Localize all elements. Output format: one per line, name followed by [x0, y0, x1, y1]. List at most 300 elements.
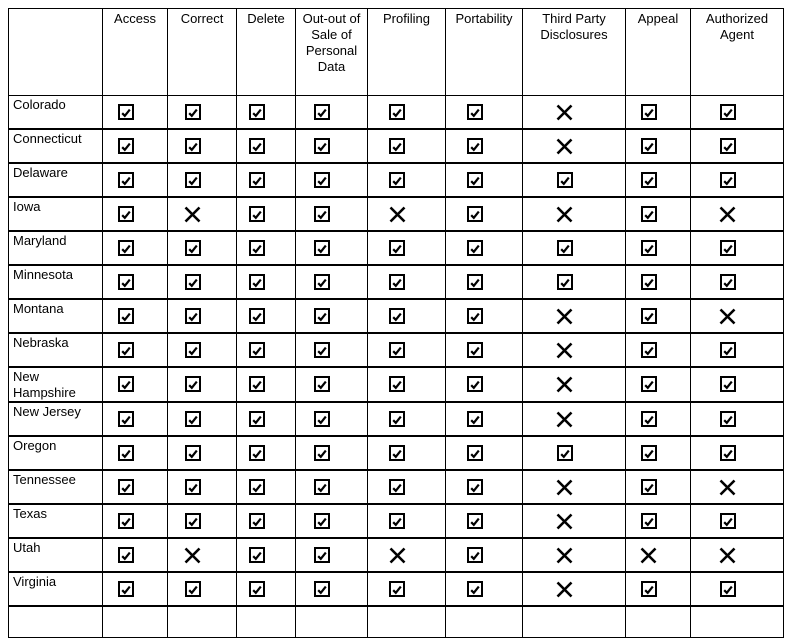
mark-cell-portability [446, 470, 523, 504]
mark-cell-third-party-disclosures [523, 470, 626, 504]
mark-cell-authorized-agent [691, 129, 784, 163]
column-header-access: Access [103, 9, 168, 96]
mark-cell-profiling [368, 231, 446, 265]
x-mark-icon[interactable] [718, 478, 737, 497]
mark-cell-third-party-disclosures [523, 538, 626, 572]
mark-cell-authorized-agent [691, 333, 784, 367]
checkbox-checked-icon[interactable] [118, 581, 134, 597]
mark-cell-third-party-disclosures [523, 367, 626, 402]
checkbox-checked-icon[interactable] [641, 445, 657, 461]
checkbox-checked-icon[interactable] [467, 206, 483, 222]
mark-cell-appeal [626, 333, 691, 367]
table-row-montana [9, 299, 784, 333]
checkbox-checked-icon[interactable] [249, 308, 265, 324]
checkbox-checked-icon[interactable] [467, 445, 483, 461]
mark-cell-delete [237, 504, 296, 538]
mark-cell-delete [237, 402, 296, 436]
empty-cell [9, 606, 103, 638]
checkbox-checked-icon[interactable] [249, 104, 265, 120]
mark-cell-access [103, 436, 168, 470]
checkbox-checked-icon[interactable] [467, 547, 483, 563]
mark-cell-third-party-disclosures [523, 504, 626, 538]
checkbox-checked-icon[interactable] [118, 342, 134, 358]
mark-cell-correct [168, 367, 237, 402]
state-name-cell: New Jersey [9, 402, 103, 436]
mark-cell-correct [168, 538, 237, 572]
mark-cell-appeal [626, 231, 691, 265]
checkbox-checked-icon[interactable] [389, 342, 405, 358]
checkbox-checked-icon[interactable] [314, 376, 330, 392]
mark-cell-portability [446, 129, 523, 163]
state-name-cell: Tennessee [9, 470, 103, 504]
column-header-appeal: Appeal [626, 9, 691, 96]
checkbox-checked-icon[interactable] [641, 581, 657, 597]
checkbox-checked-icon[interactable] [641, 138, 657, 154]
state-name-cell: Nebraska [9, 333, 103, 367]
mark-cell-appeal [626, 436, 691, 470]
mark-cell-portability [446, 265, 523, 299]
mark-cell-correct [168, 333, 237, 367]
state-name-cell: Texas [9, 504, 103, 538]
checkbox-checked-icon[interactable] [641, 479, 657, 495]
mark-cell-delete [237, 129, 296, 163]
checkbox-checked-icon[interactable] [118, 411, 134, 427]
mark-cell-appeal [626, 367, 691, 402]
mark-cell-access [103, 538, 168, 572]
mark-cell-appeal [626, 572, 691, 606]
x-mark-icon[interactable] [388, 205, 407, 224]
mark-cell-authorized-agent [691, 96, 784, 130]
mark-cell-authorized-agent [691, 265, 784, 299]
mark-cell-delete [237, 231, 296, 265]
checkbox-checked-icon[interactable] [389, 308, 405, 324]
mark-cell-authorized-agent [691, 197, 784, 231]
checkbox-checked-icon[interactable] [389, 274, 405, 290]
checkbox-checked-icon[interactable] [720, 138, 736, 154]
checkbox-checked-icon[interactable] [118, 376, 134, 392]
table-body [9, 96, 784, 638]
checkbox-checked-icon[interactable] [249, 581, 265, 597]
mark-cell-third-party-disclosures [523, 265, 626, 299]
column-header-delete: Delete [237, 9, 296, 96]
checkbox-checked-icon[interactable] [467, 376, 483, 392]
table-row-connecticut [9, 129, 784, 163]
state-name-cell: Utah [9, 538, 103, 572]
mark-cell-access [103, 96, 168, 130]
x-mark-icon[interactable] [555, 478, 574, 497]
checkbox-checked-icon[interactable] [641, 274, 657, 290]
checkbox-checked-icon[interactable] [641, 172, 657, 188]
mark-cell-authorized-agent [691, 538, 784, 572]
mark-cell-correct [168, 129, 237, 163]
checkbox-checked-icon[interactable] [720, 445, 736, 461]
mark-cell-authorized-agent [691, 163, 784, 197]
mark-cell-out-out-of-sale-of-personal-data [296, 470, 368, 504]
checkbox-checked-icon[interactable] [185, 479, 201, 495]
x-mark-icon[interactable] [388, 546, 407, 565]
column-header-third-party-disclosures: Third Party Disclosures [523, 9, 626, 96]
mark-cell-third-party-disclosures [523, 197, 626, 231]
column-header-state [9, 9, 103, 96]
checkbox-checked-icon[interactable] [641, 342, 657, 358]
checkbox-checked-icon[interactable] [389, 172, 405, 188]
mark-cell-out-out-of-sale-of-personal-data [296, 504, 368, 538]
x-mark-icon[interactable] [555, 341, 574, 360]
state-name-cell: Oregon [9, 436, 103, 470]
checkbox-checked-icon[interactable] [720, 172, 736, 188]
x-mark-icon[interactable] [555, 410, 574, 429]
mark-cell-profiling [368, 504, 446, 538]
checkbox-checked-icon[interactable] [185, 138, 201, 154]
checkbox-checked-icon[interactable] [389, 138, 405, 154]
table-row-minnesota [9, 265, 784, 299]
checkbox-checked-icon[interactable] [467, 411, 483, 427]
empty-cell [523, 606, 626, 638]
mark-cell-delete [237, 572, 296, 606]
checkbox-checked-icon[interactable] [249, 376, 265, 392]
empty-cell [296, 606, 368, 638]
checkbox-checked-icon[interactable] [249, 274, 265, 290]
state-name-cell: Virginia [9, 572, 103, 606]
checkbox-checked-icon[interactable] [118, 138, 134, 154]
mark-cell-correct [168, 197, 237, 231]
checkbox-checked-icon[interactable] [467, 479, 483, 495]
checkbox-checked-icon[interactable] [389, 479, 405, 495]
checkbox-checked-icon[interactable] [314, 513, 330, 529]
state-name-cell: Maryland [9, 231, 103, 265]
mark-cell-out-out-of-sale-of-personal-data [296, 572, 368, 606]
checkbox-checked-icon[interactable] [641, 206, 657, 222]
mark-cell-out-out-of-sale-of-personal-data [296, 265, 368, 299]
checkbox-checked-icon[interactable] [185, 342, 201, 358]
checkbox-checked-icon[interactable] [185, 376, 201, 392]
mark-cell-delete [237, 265, 296, 299]
mark-cell-correct [168, 231, 237, 265]
mark-cell-appeal [626, 163, 691, 197]
mark-cell-out-out-of-sale-of-personal-data [296, 129, 368, 163]
x-mark-icon[interactable] [183, 205, 202, 224]
checkbox-checked-icon[interactable] [389, 104, 405, 120]
mark-cell-profiling [368, 163, 446, 197]
state-name-cell: Montana [9, 299, 103, 333]
checkbox-checked-icon[interactable] [467, 240, 483, 256]
x-mark-icon[interactable] [555, 307, 574, 326]
checkbox-checked-icon[interactable] [389, 581, 405, 597]
mark-cell-access [103, 504, 168, 538]
x-mark-icon[interactable] [555, 512, 574, 531]
mark-cell-out-out-of-sale-of-personal-data [296, 538, 368, 572]
checkbox-checked-icon[interactable] [641, 308, 657, 324]
checkbox-checked-icon[interactable] [118, 104, 134, 120]
checkbox-checked-icon[interactable] [118, 240, 134, 256]
checkbox-checked-icon[interactable] [389, 513, 405, 529]
mark-cell-delete [237, 163, 296, 197]
table-row-iowa [9, 197, 784, 231]
x-mark-icon[interactable] [555, 580, 574, 599]
checkbox-checked-icon[interactable] [467, 308, 483, 324]
mark-cell-correct [168, 402, 237, 436]
mark-cell-correct [168, 470, 237, 504]
mark-cell-third-party-disclosures [523, 129, 626, 163]
checkbox-checked-icon[interactable] [467, 342, 483, 358]
empty-cell [103, 606, 168, 638]
checkbox-checked-icon[interactable] [118, 172, 134, 188]
column-header-correct: Correct [168, 9, 237, 96]
table-row-nebraska [9, 333, 784, 367]
mark-cell-profiling [368, 129, 446, 163]
checkbox-checked-icon[interactable] [641, 104, 657, 120]
table-row-maryland [9, 231, 784, 265]
checkbox-checked-icon[interactable] [641, 376, 657, 392]
mark-cell-appeal [626, 265, 691, 299]
checkbox-checked-icon[interactable] [557, 172, 573, 188]
mark-cell-portability [446, 436, 523, 470]
mark-cell-delete [237, 197, 296, 231]
checkbox-checked-icon[interactable] [314, 445, 330, 461]
mark-cell-access [103, 367, 168, 402]
mark-cell-correct [168, 265, 237, 299]
mark-cell-out-out-of-sale-of-personal-data [296, 367, 368, 402]
table-row-new-jersey [9, 402, 784, 436]
empty-cell [237, 606, 296, 638]
checkbox-checked-icon[interactable] [720, 581, 736, 597]
table-row-empty-partial [9, 606, 784, 638]
checkbox-checked-icon[interactable] [249, 172, 265, 188]
checkbox-checked-icon[interactable] [314, 138, 330, 154]
checkbox-checked-icon[interactable] [249, 411, 265, 427]
checkbox-checked-icon[interactable] [389, 445, 405, 461]
checkbox-checked-icon[interactable] [118, 274, 134, 290]
mark-cell-delete [237, 436, 296, 470]
checkbox-checked-icon[interactable] [249, 513, 265, 529]
checkbox-checked-icon[interactable] [389, 411, 405, 427]
checkbox-checked-icon[interactable] [720, 104, 736, 120]
checkbox-checked-icon[interactable] [389, 240, 405, 256]
checkbox-checked-icon[interactable] [185, 581, 201, 597]
state-name-cell: Delaware [9, 163, 103, 197]
empty-cell [446, 606, 523, 638]
x-mark-icon[interactable] [555, 137, 574, 156]
checkbox-checked-icon[interactable] [720, 411, 736, 427]
mark-cell-appeal [626, 299, 691, 333]
checkbox-checked-icon[interactable] [314, 206, 330, 222]
x-mark-icon[interactable] [718, 546, 737, 565]
column-header-authorized-agent: Authorized Agent [691, 9, 784, 96]
checkbox-checked-icon[interactable] [467, 138, 483, 154]
mark-cell-out-out-of-sale-of-personal-data [296, 96, 368, 130]
mark-cell-out-out-of-sale-of-personal-data [296, 299, 368, 333]
checkbox-checked-icon[interactable] [557, 445, 573, 461]
mark-cell-delete [237, 367, 296, 402]
checkbox-checked-icon[interactable] [118, 547, 134, 563]
state-name-cell: Minnesota [9, 265, 103, 299]
mark-cell-out-out-of-sale-of-personal-data [296, 231, 368, 265]
checkbox-checked-icon[interactable] [185, 274, 201, 290]
column-header-portability: Portability [446, 9, 523, 96]
checkbox-checked-icon[interactable] [185, 104, 201, 120]
mark-cell-portability [446, 504, 523, 538]
table-row-delaware [9, 163, 784, 197]
mark-cell-profiling [368, 538, 446, 572]
mark-cell-portability [446, 367, 523, 402]
mark-cell-authorized-agent [691, 402, 784, 436]
mark-cell-portability [446, 299, 523, 333]
checkbox-checked-icon[interactable] [389, 376, 405, 392]
state-privacy-rights-table [8, 8, 784, 638]
empty-cell [368, 606, 446, 638]
mark-cell-correct [168, 299, 237, 333]
checkbox-checked-icon[interactable] [467, 274, 483, 290]
checkbox-checked-icon[interactable] [314, 104, 330, 120]
mark-cell-authorized-agent [691, 299, 784, 333]
checkbox-checked-icon[interactable] [118, 206, 134, 222]
checkbox-checked-icon[interactable] [118, 513, 134, 529]
mark-cell-third-party-disclosures [523, 163, 626, 197]
mark-cell-portability [446, 402, 523, 436]
checkbox-checked-icon[interactable] [249, 547, 265, 563]
mark-cell-profiling [368, 197, 446, 231]
checkbox-checked-icon[interactable] [185, 513, 201, 529]
x-mark-icon[interactable] [718, 205, 737, 224]
mark-cell-authorized-agent [691, 504, 784, 538]
mark-cell-correct [168, 504, 237, 538]
checkbox-checked-icon[interactable] [118, 445, 134, 461]
mark-cell-profiling [368, 265, 446, 299]
checkbox-checked-icon[interactable] [641, 240, 657, 256]
checkbox-checked-icon[interactable] [720, 513, 736, 529]
checkbox-checked-icon[interactable] [314, 479, 330, 495]
checkbox-checked-icon[interactable] [720, 240, 736, 256]
mark-cell-out-out-of-sale-of-personal-data [296, 163, 368, 197]
checkbox-checked-icon[interactable] [249, 479, 265, 495]
checkbox-checked-icon[interactable] [720, 376, 736, 392]
mark-cell-profiling [368, 470, 446, 504]
empty-cell [626, 606, 691, 638]
checkbox-checked-icon[interactable] [249, 342, 265, 358]
checkbox-checked-icon[interactable] [314, 308, 330, 324]
checkbox-checked-icon[interactable] [249, 240, 265, 256]
column-header-profiling: Profiling [368, 9, 446, 96]
mark-cell-out-out-of-sale-of-personal-data [296, 402, 368, 436]
checkbox-checked-icon[interactable] [249, 206, 265, 222]
table-row-colorado [9, 96, 784, 130]
mark-cell-out-out-of-sale-of-personal-data [296, 197, 368, 231]
checkbox-checked-icon[interactable] [249, 138, 265, 154]
checkbox-checked-icon[interactable] [641, 411, 657, 427]
mark-cell-profiling [368, 333, 446, 367]
mark-cell-appeal [626, 197, 691, 231]
checkbox-checked-icon[interactable] [185, 240, 201, 256]
x-mark-icon[interactable] [718, 307, 737, 326]
mark-cell-delete [237, 333, 296, 367]
mark-cell-access [103, 299, 168, 333]
mark-cell-access [103, 265, 168, 299]
checkbox-checked-icon[interactable] [185, 445, 201, 461]
mark-cell-third-party-disclosures [523, 436, 626, 470]
mark-cell-profiling [368, 96, 446, 130]
mark-cell-portability [446, 96, 523, 130]
checkbox-checked-icon[interactable] [185, 308, 201, 324]
state-name-cell: Iowa [9, 197, 103, 231]
state-name-cell: New Hampshire [9, 367, 103, 402]
checkbox-checked-icon[interactable] [314, 240, 330, 256]
checkbox-checked-icon[interactable] [314, 342, 330, 358]
state-name-cell: Connecticut [9, 129, 103, 163]
mark-cell-portability [446, 333, 523, 367]
state-name-cell: Colorado [9, 96, 103, 130]
mark-cell-portability [446, 163, 523, 197]
empty-cell [691, 606, 784, 638]
mark-cell-appeal [626, 129, 691, 163]
checkbox-checked-icon[interactable] [557, 240, 573, 256]
checkbox-checked-icon[interactable] [557, 274, 573, 290]
table-row-utah [9, 538, 784, 572]
mark-cell-profiling [368, 572, 446, 606]
checkbox-checked-icon[interactable] [118, 308, 134, 324]
mark-cell-third-party-disclosures [523, 299, 626, 333]
mark-cell-authorized-agent [691, 367, 784, 402]
table-row-texas [9, 504, 784, 538]
checkbox-checked-icon[interactable] [314, 547, 330, 563]
column-header-out-out-of-sale-of-personal-data: Out-out of Sale of Personal Data [296, 9, 368, 96]
table-row-tennessee [9, 470, 784, 504]
x-mark-icon[interactable] [555, 546, 574, 565]
mark-cell-third-party-disclosures [523, 231, 626, 265]
checkbox-checked-icon[interactable] [467, 104, 483, 120]
mark-cell-access [103, 333, 168, 367]
checkbox-checked-icon[interactable] [467, 513, 483, 529]
x-mark-icon[interactable] [555, 103, 574, 122]
checkbox-checked-icon[interactable] [720, 342, 736, 358]
mark-cell-profiling [368, 436, 446, 470]
x-mark-icon[interactable] [183, 546, 202, 565]
header-row [9, 9, 784, 96]
mark-cell-authorized-agent [691, 572, 784, 606]
checkbox-checked-icon[interactable] [720, 274, 736, 290]
checkbox-checked-icon[interactable] [249, 445, 265, 461]
mark-cell-delete [237, 470, 296, 504]
mark-cell-portability [446, 231, 523, 265]
mark-cell-profiling [368, 299, 446, 333]
checkbox-checked-icon[interactable] [314, 172, 330, 188]
table-row-virginia [9, 572, 784, 606]
mark-cell-profiling [368, 402, 446, 436]
mark-cell-access [103, 129, 168, 163]
checkbox-checked-icon[interactable] [314, 411, 330, 427]
checkbox-checked-icon[interactable] [467, 172, 483, 188]
empty-cell [168, 606, 237, 638]
mark-cell-delete [237, 538, 296, 572]
x-mark-icon[interactable] [639, 546, 658, 565]
checkbox-checked-icon[interactable] [641, 513, 657, 529]
x-mark-icon[interactable] [555, 375, 574, 394]
mark-cell-delete [237, 299, 296, 333]
mark-cell-correct [168, 572, 237, 606]
checkbox-checked-icon[interactable] [185, 172, 201, 188]
x-mark-icon[interactable] [555, 205, 574, 224]
mark-cell-access [103, 572, 168, 606]
checkbox-checked-icon[interactable] [118, 479, 134, 495]
mark-cell-third-party-disclosures [523, 572, 626, 606]
mark-cell-authorized-agent [691, 470, 784, 504]
mark-cell-appeal [626, 504, 691, 538]
checkbox-checked-icon[interactable] [185, 411, 201, 427]
checkbox-checked-icon[interactable] [314, 581, 330, 597]
checkbox-checked-icon[interactable] [467, 581, 483, 597]
checkbox-checked-icon[interactable] [314, 274, 330, 290]
mark-cell-third-party-disclosures [523, 333, 626, 367]
mark-cell-authorized-agent [691, 436, 784, 470]
